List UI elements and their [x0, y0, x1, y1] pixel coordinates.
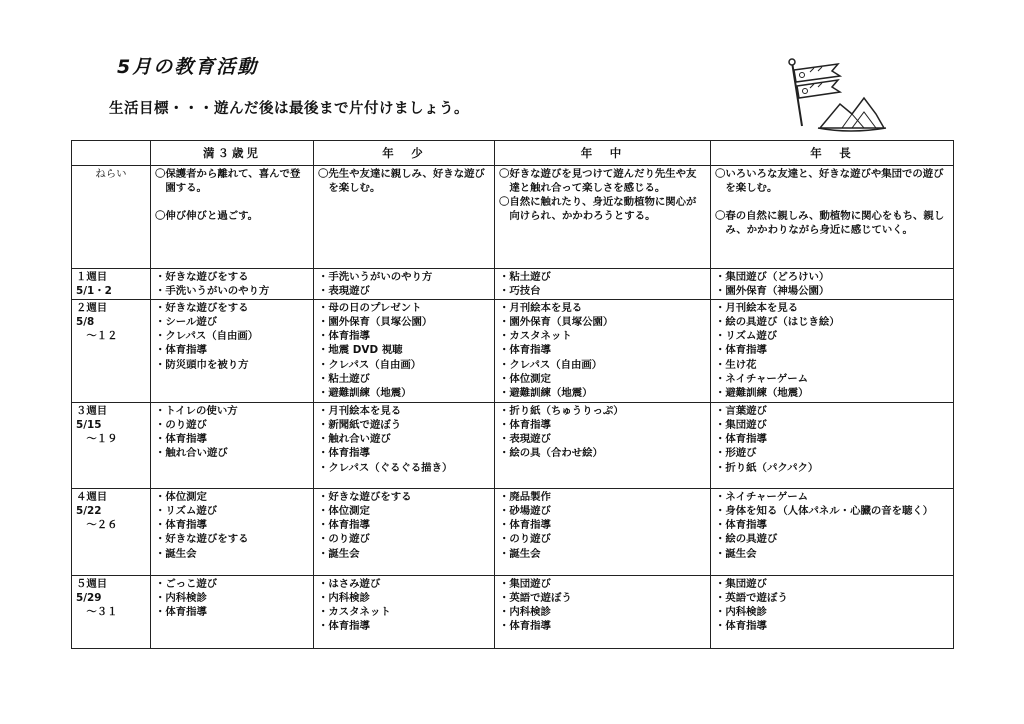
activity-item: ・内科検診 [155, 592, 207, 605]
activity-item: ・月刊絵本を見る [715, 302, 799, 315]
header-row [72, 141, 954, 166]
activity-item: ・表現遊び [318, 285, 370, 298]
activity-item: ・内科検診 [499, 606, 551, 619]
activity-item: ・体位測定 [155, 491, 207, 504]
activity-item: ・好きな遊びをする [155, 271, 249, 283]
activity-item: ・砂場遊び [499, 505, 551, 518]
activity-item: ・絵の具遊び [715, 533, 778, 546]
activity-item: ・クレパス（自由画） [499, 358, 603, 371]
activity-item: ・ネイチャーゲーム [715, 372, 808, 385]
activity-item: ・誕生会 [499, 547, 541, 560]
week-label-line: 5/1・2 [76, 285, 112, 298]
week-label [72, 489, 151, 576]
activity-item: ・はさみ遊び [318, 578, 381, 591]
activity-item: ・生け花 [715, 358, 757, 371]
week-label-line: ５週目 [76, 578, 108, 591]
activity-item: ・リズム遊び [155, 505, 218, 518]
activity-item: ・触れ合い遊び [318, 433, 391, 446]
activity-item: ・シール遊び [155, 316, 218, 329]
aim-item: 〇春の自然に親しみ、動植物に関心をもち、親しみ、かかわりながら身近に感じていく。 [715, 210, 945, 237]
activity-item: ・体育指導 [715, 344, 767, 357]
activity-item: ・絵の具遊び（はじき絵） [715, 316, 840, 329]
activity-item: ・誕生会 [318, 547, 360, 560]
activities-age3 [151, 269, 314, 300]
activities-middle [495, 489, 711, 576]
activity-item: ・折り紙（パクパク） [715, 461, 819, 474]
aims-middle [495, 166, 711, 269]
activity-item: ・のり遊び [499, 533, 551, 546]
activities-senior [711, 403, 954, 489]
activity-item: ・母の日のプレゼント [318, 302, 422, 315]
week-label-line: ～３１ [76, 606, 118, 619]
week-label-line: 5/15 [76, 419, 102, 432]
aim-item: 〇自然に触れたり、身近な動植物に関心が向けられ、かかわろうとする。 [499, 196, 697, 223]
activities-middle [495, 576, 711, 649]
aim-item: 〇保護者から離れて、喜んで登園する。 [155, 168, 301, 195]
activity-item: ・避難訓練（地震） [499, 386, 593, 399]
activities-junior [314, 489, 495, 576]
activity-item: ・園外保育（貝塚公園） [499, 316, 614, 329]
activity-item: ・集団遊び [715, 419, 767, 432]
activity-item: ・園外保育（貝塚公園） [318, 316, 433, 329]
aims-row [72, 166, 954, 269]
activities-age3 [151, 300, 314, 403]
activity-item: ・巧技台 [499, 285, 541, 298]
week-label [72, 269, 151, 300]
activity-item: ・地震 DVD 視聴 [318, 344, 403, 357]
activity-item: ・月刊絵本を見る [499, 302, 583, 315]
week-label-line: ３週目 [76, 405, 108, 418]
activity-item: ・触れ合い遊び [155, 447, 228, 460]
week-label-line: ４週目 [76, 491, 108, 504]
week-label-line: ２週目 [76, 302, 108, 315]
activity-item: ・集団遊び [499, 578, 551, 591]
aims-senior [711, 166, 954, 269]
activities-senior [711, 489, 954, 576]
activity-item: ・身体を知る（人体パネル・心臓の音を聴く） [715, 505, 934, 518]
activities-senior [711, 576, 954, 649]
activity-item: ・体育指導 [318, 447, 370, 460]
header-blank [72, 141, 151, 166]
activity-table [71, 140, 954, 649]
activity-item: ・トイレの使い方 [155, 405, 238, 418]
activity-item: ・体育指導 [499, 620, 551, 633]
week-row [72, 489, 954, 576]
activities-middle [495, 300, 711, 403]
week-label [72, 403, 151, 489]
activity-item: ・好きな遊びをする [155, 302, 249, 315]
week-row [72, 576, 954, 649]
activity-item: ・カスタネット [499, 330, 572, 343]
page-title: 5月の教育活動 [117, 56, 259, 78]
activity-item: ・体育指導 [155, 606, 207, 619]
aims-label: ねらい [72, 166, 151, 269]
week-label-line: 5/8 [76, 316, 95, 329]
activity-item: ・月刊絵本を見る [318, 405, 402, 418]
week-label-line: 5/22 [76, 505, 102, 518]
activity-item: ・クレパス（自由画） [155, 330, 259, 343]
week-label-line: ～１２ [76, 330, 118, 343]
activities-senior [711, 269, 954, 300]
week-row [72, 403, 954, 489]
week-label [72, 300, 151, 403]
activities-junior [314, 403, 495, 489]
activity-item: ・廃品製作 [499, 491, 551, 504]
activity-item: ・体育指導 [155, 344, 207, 357]
activity-item: ・園外保育（神場公園） [715, 285, 830, 298]
activities-junior [314, 300, 495, 403]
activity-item: ・集団遊び（どろけい） [715, 271, 830, 283]
activity-item: ・英語で遊ぼう [499, 592, 572, 605]
aims-junior [314, 166, 495, 269]
life-goal: 生活目標・・・遊んだ後は最後まで片付けましょう。 [109, 101, 469, 117]
week-label [72, 576, 151, 649]
activity-item: ・クレパス（ぐるぐる描き） [318, 461, 453, 474]
activities-junior [314, 576, 495, 649]
header-middle: 年 中 [495, 141, 711, 166]
activities-junior [314, 269, 495, 300]
week-row [72, 300, 954, 403]
activities-age3 [151, 403, 314, 489]
activity-item: ・集団遊び [715, 578, 767, 591]
activity-item: ・体育指導 [715, 519, 767, 532]
activity-item: ・新聞紙で遊ぼう [318, 419, 402, 432]
activity-item: ・避難訓練（地震） [318, 386, 412, 399]
activities-middle [495, 403, 711, 489]
activity-item: ・のり遊び [155, 419, 207, 432]
activity-item: ・体育指導 [499, 519, 551, 532]
activity-item: ・クレパス（自由画） [318, 358, 422, 371]
activity-item: ・体育指導 [155, 519, 207, 532]
aim-item: 〇先生や友達に親しみ、好きな遊びを楽しむ。 [318, 168, 485, 195]
activity-item: ・リズム遊び [715, 330, 778, 343]
week-row [72, 269, 954, 300]
activity-item: ・折り紙（ちゅうりっぷ） [499, 405, 624, 418]
activities-senior [711, 300, 954, 403]
activity-item: ・防災頭巾を被り方 [155, 358, 249, 371]
aims-age3 [151, 166, 314, 269]
week-label-line: ～２６ [76, 519, 118, 532]
header-junior: 年 少 [314, 141, 495, 166]
activity-item: ・カスタネット [318, 606, 391, 619]
activity-item: ・体育指導 [318, 330, 370, 343]
header-senior: 年 長 [711, 141, 954, 166]
activity-item: ・ネイチャーゲーム [715, 491, 808, 504]
activity-item: ・絵の具（合わせ絵） [499, 447, 603, 460]
activity-item: ・手洗いうがいのやり方 [155, 285, 270, 298]
activity-item: ・体育指導 [318, 519, 370, 532]
activity-item: ・体育指導 [499, 419, 551, 432]
header-age3: 満３歳児 [151, 141, 314, 166]
activity-item: ・英語で遊ぼう [715, 592, 788, 605]
activity-item: ・誕生会 [715, 547, 757, 560]
activities-middle [495, 269, 711, 300]
activity-item: ・体育指導 [318, 620, 370, 633]
activity-item: ・表現遊び [499, 433, 551, 446]
activities-age3 [151, 489, 314, 576]
activity-item: ・内科検診 [318, 592, 370, 605]
activity-item: ・言葉遊び [715, 405, 767, 418]
week-label-line: １週目 [76, 271, 108, 283]
activities-age3 [151, 576, 314, 649]
activity-item: ・手洗いうがいのやり方 [318, 271, 433, 283]
activity-item: ・のり遊び [318, 533, 370, 546]
activity-item: ・避難訓練（地震） [715, 386, 809, 399]
activity-item: ・体位測定 [318, 505, 370, 518]
activity-item: ・ごっこ遊び [155, 578, 218, 591]
koinobori-kabuto-icon [780, 58, 890, 132]
activity-item: ・形遊び [715, 447, 757, 460]
activity-item: ・体育指導 [715, 433, 767, 446]
aim-item: 〇いろいろな友達と、好きな遊びや集団での遊びを楽しむ。 [715, 168, 944, 195]
activity-item: ・体位測定 [499, 372, 551, 385]
aim-item: 〇好きな遊びを見つけて遊んだり先生や友達と触れ合って楽しさを感じる。 [499, 168, 697, 195]
aim-item: 〇伸び伸びと過ごす。 [155, 210, 259, 223]
week-label-line: ～１９ [76, 433, 118, 446]
activity-item: ・内科検診 [715, 606, 767, 619]
activity-item: ・粘土遊び [499, 271, 551, 283]
activity-item: ・好きな遊びをする [155, 533, 249, 546]
activity-item: ・誕生会 [155, 547, 197, 560]
activity-item: ・体育指導 [715, 620, 767, 633]
week-label-line: 5/29 [76, 592, 102, 605]
activity-item: ・体育指導 [499, 344, 551, 357]
activity-item: ・好きな遊びをする [318, 491, 412, 504]
activity-item: ・体育指導 [155, 433, 207, 446]
activity-item: ・粘土遊び [318, 372, 370, 385]
